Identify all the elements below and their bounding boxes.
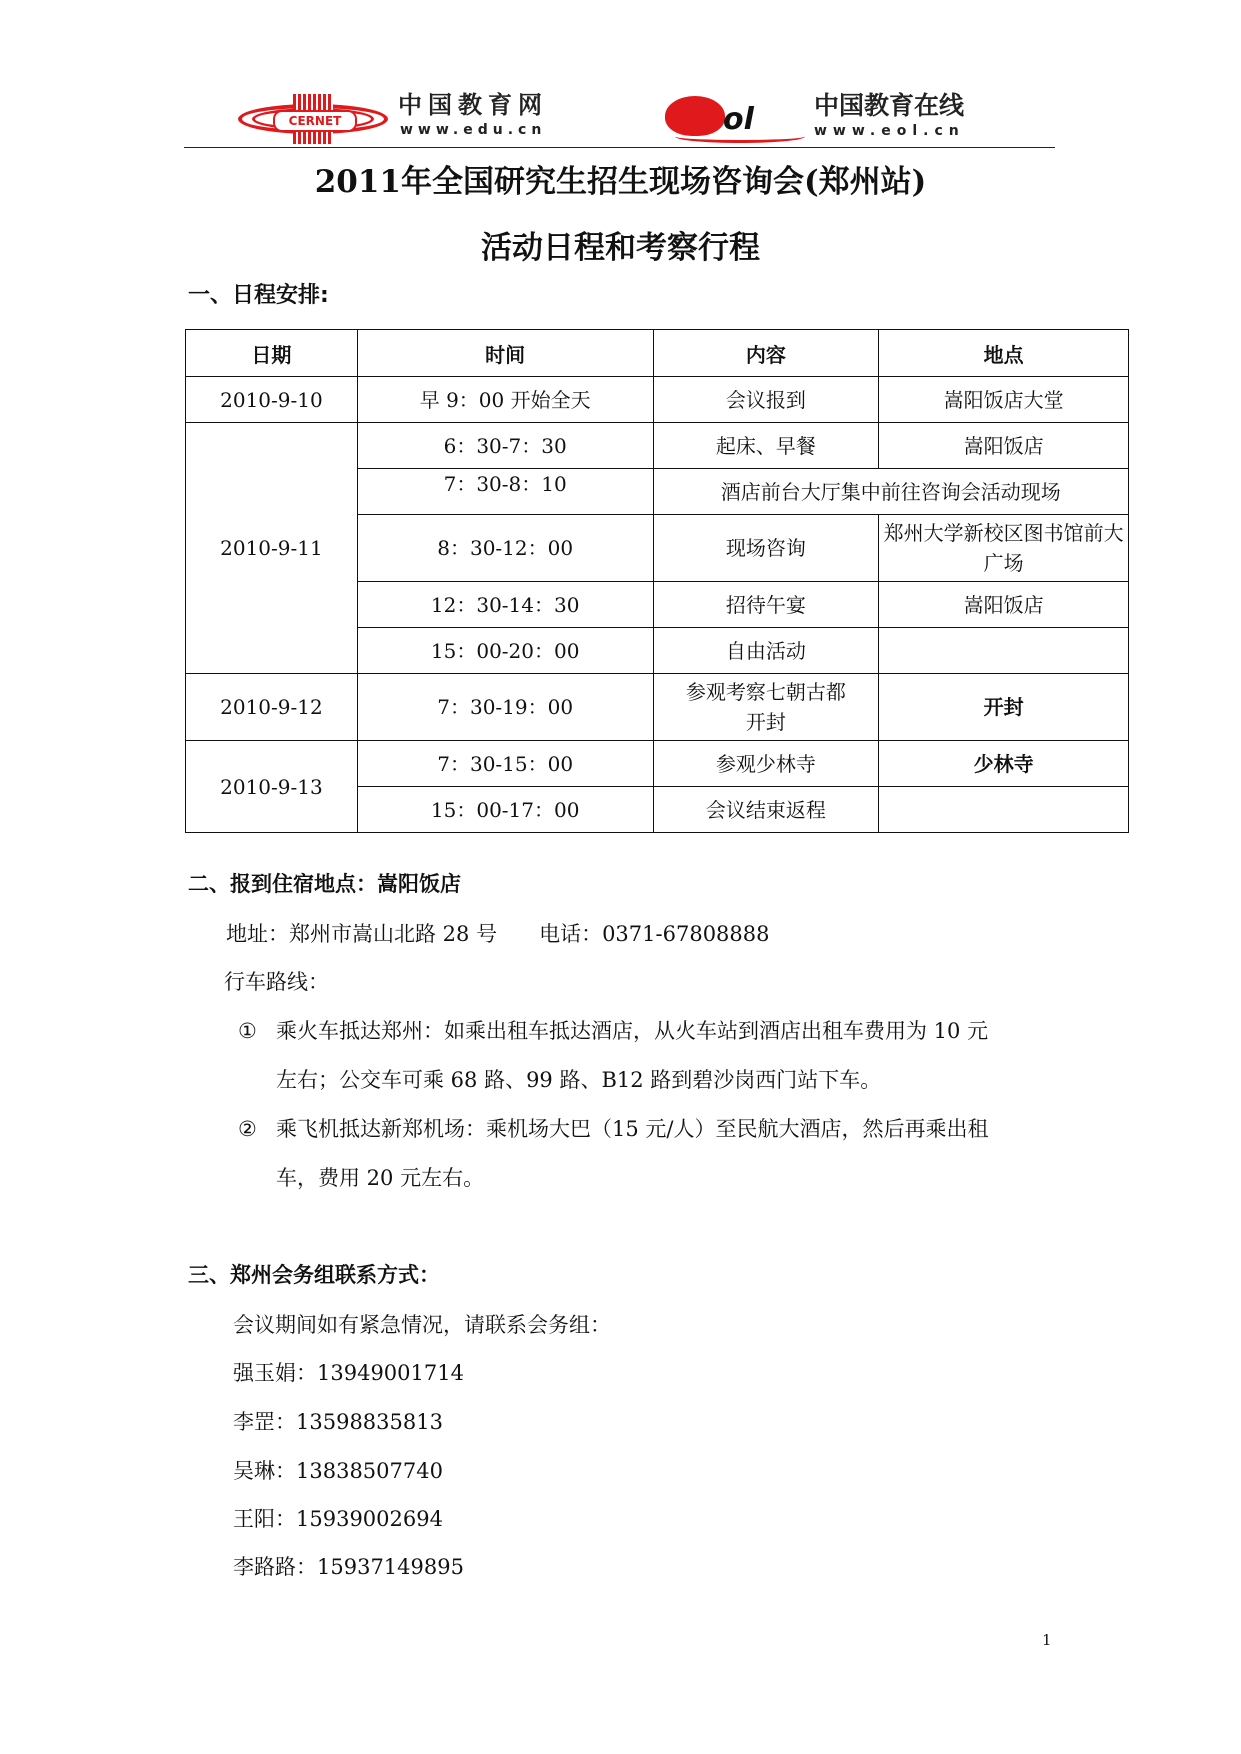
time-cell: 7：30-19：00 [357, 674, 653, 741]
date-cell: 2010-9-13 [186, 741, 358, 833]
header-divider [184, 147, 1055, 148]
content-cell: 参观少林寺 [653, 741, 879, 787]
time-cell: 7：30-15：00 [357, 741, 653, 787]
content-cell: 自由活动 [653, 628, 879, 674]
time-cell: 7：30-8：10 [357, 469, 653, 515]
time-cell: 15：00-20：00 [357, 628, 653, 674]
time-cell: 早 9：00 开始全天 [357, 377, 653, 423]
time-cell: 15：00-17：00 [357, 787, 653, 833]
table-row [186, 377, 1129, 423]
content-cell: 会议结束返程 [653, 787, 879, 833]
place-cell: 嵩阳饭店 [879, 582, 1129, 628]
date-cell: 2010-9-10 [186, 377, 358, 423]
table-row [186, 741, 1129, 787]
date-cell: 2010-9-11 [186, 423, 358, 674]
cernet-url: www.edu.cn [400, 122, 547, 138]
time-cell: 8：30-12：00 [357, 515, 653, 582]
table-row [186, 674, 1129, 741]
content-cell: 会议报到 [653, 377, 879, 423]
eol-url: www.eol.cn [814, 123, 965, 139]
table-row [186, 423, 1129, 469]
place-cell: 嵩阳饭店 [879, 423, 1129, 469]
route-number: ② [238, 1117, 257, 1141]
eol-logo: ol [665, 92, 805, 144]
route-text: 左右；公交车可乘 68 路、99 路、B12 路到碧沙岗西门站下车。 [276, 1068, 882, 1092]
cernet-logo: CERNET [238, 94, 388, 144]
content-cell: 现场咨询 [653, 515, 879, 582]
content-cell: 酒店前台大厅集中前往咨询会活动现场 [653, 469, 1129, 515]
content-cell: 起床、早餐 [653, 423, 879, 469]
page-title: 2011年全国研究生招生现场咨询会(郑州站) [314, 164, 927, 200]
place-cell: 少林寺 [879, 741, 1129, 787]
place-cell [879, 628, 1129, 674]
date-cell: 2010-9-12 [186, 674, 358, 741]
route-text: 车，费用 20 元左右。 [276, 1166, 485, 1190]
page-number: 1 [1042, 1631, 1052, 1649]
contact-item: 李路路：15937149895 [233, 1555, 464, 1579]
header-date: 日期 [186, 330, 358, 377]
contact-item: 王阳：15939002694 [233, 1507, 443, 1531]
place-cell: 开封 [879, 674, 1129, 741]
hotel-address: 地址：郑州市嵩山北路 28 号 电话：0371-67808888 [226, 922, 770, 946]
contact-intro: 会议期间如有紧急情况，请联系会务组： [233, 1313, 611, 1337]
schedule-table [185, 329, 1129, 833]
contact-item: 吴琳：13838507740 [233, 1459, 443, 1483]
header-content: 内容 [653, 330, 879, 377]
time-cell: 6：30-7：30 [357, 423, 653, 469]
header-place: 地点 [879, 330, 1129, 377]
section-heading-contacts: 三、郑州会务组联系方式： [188, 1263, 440, 1287]
contact-item: 强玉娟：13949001714 [233, 1361, 464, 1385]
route-number: ① [238, 1019, 257, 1043]
route-text: 乘火车抵达郑州：如乘出租车抵达酒店，从火车站到酒店出租车费用为 10 元 [276, 1019, 989, 1043]
content-cell: 参观考察七朝古都开封 [653, 674, 879, 741]
header-time: 时间 [357, 330, 653, 377]
eol-name: 中国教育在线 [814, 91, 965, 120]
place-cell: 郑州大学新校区图书馆前大广场 [879, 515, 1129, 582]
section-heading-hotel: 二、报到住宿地点：嵩阳饭店 [188, 872, 461, 896]
cernet-name: 中国教育网 [398, 91, 548, 119]
time-cell: 12：30-14：30 [357, 582, 653, 628]
page-subtitle: 活动日程和考察行程 [481, 230, 760, 266]
route-text: 乘飞机抵达新郑机场：乘机场大巴（15 元/人）至民航大酒店，然后再乘出租 [276, 1117, 989, 1141]
section-heading-schedule: 一、日程安排: [188, 283, 329, 308]
place-cell [879, 787, 1129, 833]
contact-item: 李罡：13598835813 [233, 1410, 443, 1434]
route-label: 行车路线： [224, 970, 329, 994]
content-cell: 招待午宴 [653, 582, 879, 628]
place-cell: 嵩阳饭店大堂 [879, 377, 1129, 423]
